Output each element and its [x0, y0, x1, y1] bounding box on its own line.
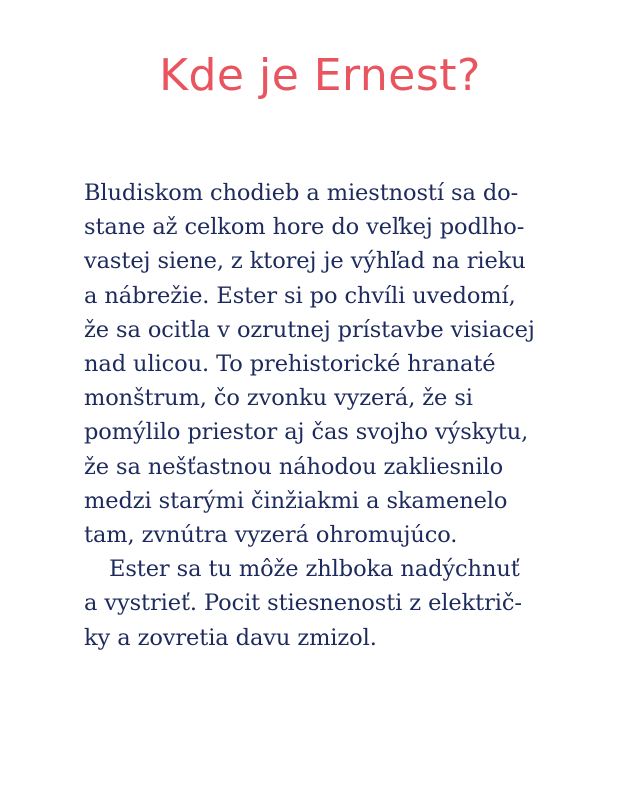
- text-line: že sa nešťastnou náhodou zakliesnilo: [84, 453, 504, 480]
- text-line: stane až celkom hore do veľkej podlho-: [84, 214, 525, 241]
- text-line: Bludiskom chodieb a miestností sa do-: [84, 180, 519, 206]
- text-line: a nábrežie. Ester si po chvíli uvedomí,: [84, 282, 516, 309]
- text-line: medzi starými činžiakmi a skamenelo: [84, 487, 508, 514]
- text-line: nad ulicou. To prehistorické hranaté: [84, 351, 496, 378]
- paragraph: [84, 176, 604, 552]
- text-line: že sa ocitla v ozrutnej prístavbe visiacej: [84, 316, 535, 343]
- text-line: vastej siene, z ktorej je výhľad na rieku: [84, 248, 526, 275]
- body-text: [84, 176, 604, 655]
- text-line: Ester sa tu môže zhlboka nadýchnuť: [109, 556, 520, 583]
- text-line: ky a zovretia davu zmizol.: [84, 624, 377, 651]
- text-line: tam, zvnútra vyzerá ohromujúco.: [84, 522, 458, 549]
- paragraph: [84, 552, 604, 655]
- chapter-title: Kde je Ernest?: [159, 50, 481, 101]
- text-line: a vystrieť. Pocit stiesnenosti z električ-: [84, 590, 522, 617]
- text-line: pomýlilo priestor aj čas svojho výskytu,: [84, 419, 529, 446]
- text-line: monštrum, čo zvonku vyzerá, že si: [84, 385, 473, 412]
